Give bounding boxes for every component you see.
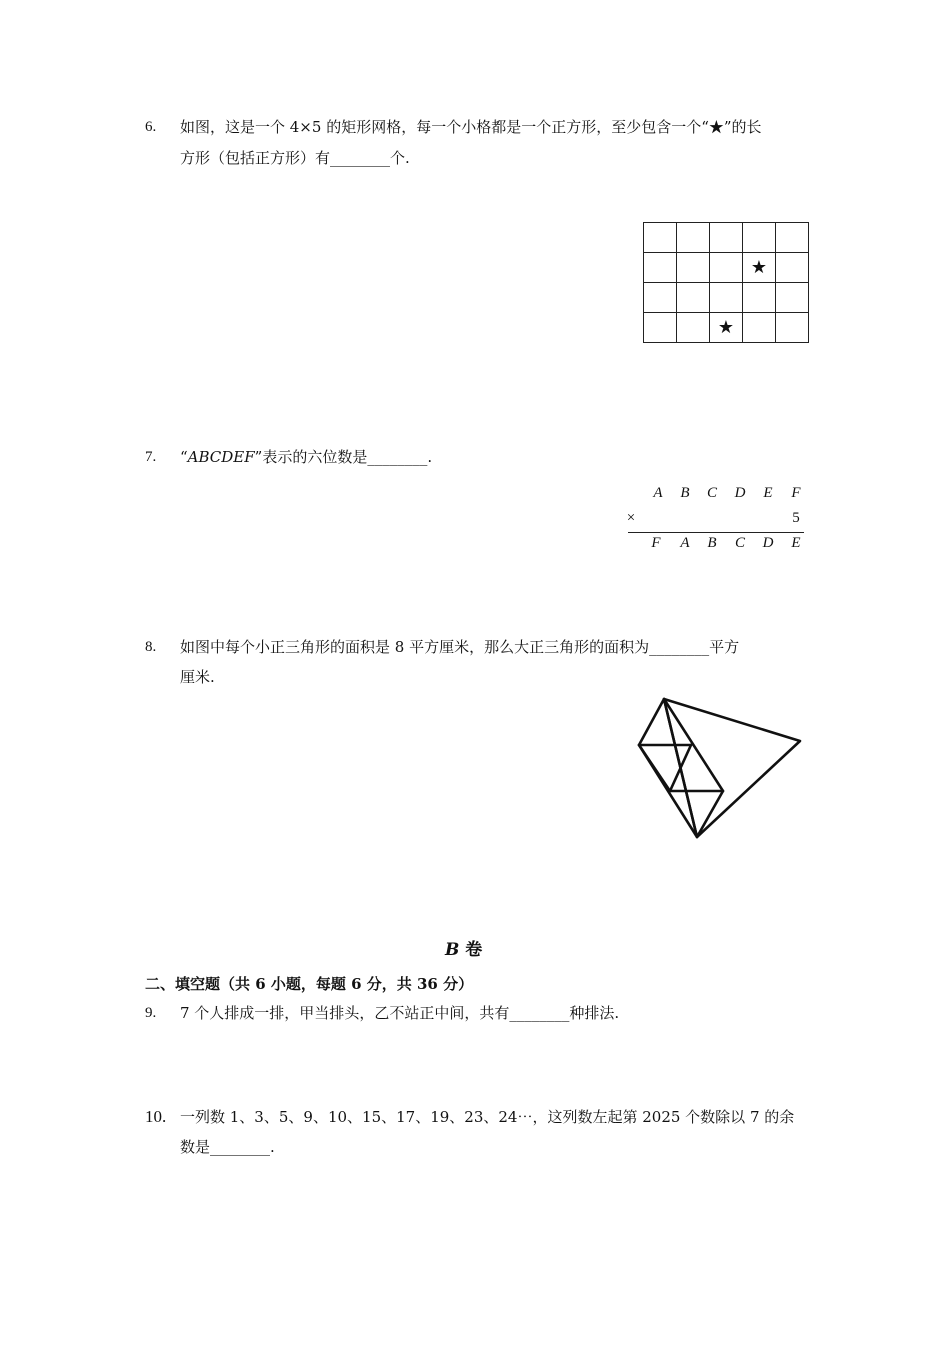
digit: D bbox=[762, 535, 774, 551]
digit: C bbox=[706, 485, 717, 501]
grid-cell bbox=[644, 223, 677, 253]
question-9-number: 9. bbox=[145, 1005, 157, 1021]
question-8-text-line1: 如图中每个小正三角形的面积是 8 平方厘米，那么大正三角形的面积为________平方 bbox=[180, 638, 740, 656]
grid-cell bbox=[677, 313, 710, 343]
grid-row bbox=[644, 313, 809, 343]
digit: D bbox=[734, 485, 746, 501]
times-sign: × bbox=[626, 510, 636, 526]
grid-cell bbox=[776, 283, 809, 313]
multiplier: 5 bbox=[792, 510, 800, 526]
word-abcdef: ABCDEF bbox=[187, 448, 255, 466]
grid-row bbox=[644, 223, 809, 253]
digit: E bbox=[763, 485, 773, 501]
grid-row bbox=[644, 283, 809, 313]
grid-cell bbox=[644, 253, 677, 283]
digit: A bbox=[653, 485, 663, 501]
star-grid-figure bbox=[643, 222, 809, 343]
question-6-number: 6. bbox=[145, 119, 157, 135]
grid-cell bbox=[776, 253, 809, 283]
grid-cell bbox=[644, 283, 677, 313]
star-icon: ★ bbox=[710, 313, 743, 343]
quote-open: “ bbox=[180, 448, 188, 466]
grid-cell bbox=[776, 223, 809, 253]
grid-row bbox=[644, 253, 809, 283]
grid-cell bbox=[677, 223, 710, 253]
section-heading: 二、填空题（共 6 小题，每题 6 分，共 36 分） bbox=[145, 975, 474, 993]
product-rule bbox=[628, 532, 804, 533]
grid-cell bbox=[677, 253, 710, 283]
grid-cell bbox=[776, 313, 809, 343]
digit: A bbox=[680, 535, 690, 551]
question-6-text-line2: 方形（包括正方形）有________个. bbox=[180, 149, 410, 167]
question-10-text-line2: 数是________. bbox=[180, 1138, 275, 1156]
grid-cell bbox=[677, 283, 710, 313]
multiplication-figure bbox=[620, 484, 810, 559]
grid-cell bbox=[710, 223, 743, 253]
grid-cell bbox=[743, 223, 776, 253]
digit: B bbox=[707, 535, 717, 551]
digit: F bbox=[791, 485, 801, 501]
question-7-rest: ”表示的六位数是________. bbox=[254, 448, 433, 466]
question-7-text bbox=[180, 447, 432, 467]
triangle-figure bbox=[630, 690, 810, 845]
question-7-number: 7. bbox=[145, 449, 157, 465]
inner-line bbox=[670, 745, 691, 791]
grid-cell bbox=[743, 283, 776, 313]
digit: B bbox=[680, 485, 690, 501]
digit: E bbox=[791, 535, 801, 551]
digit: C bbox=[734, 535, 745, 551]
part-b-suffix: 卷 bbox=[459, 940, 483, 960]
question-6-text-line1: 如图，这是一个 4×5 的矩形网格，每一个小格都是一个正方形，至少包含一个“★”的长 bbox=[180, 118, 762, 136]
question-10-number: 10. bbox=[145, 1107, 167, 1126]
star-icon: ★ bbox=[743, 253, 776, 283]
part-b-letter: B bbox=[445, 940, 460, 960]
grid-cell bbox=[644, 313, 677, 343]
question-10-text-line1: 一列数 1、3、5、9、10、15、17、19、23、24⋯，这列数左起第 2025 个数除以 7 的余 bbox=[180, 1108, 795, 1126]
question-8-number: 8. bbox=[145, 639, 157, 655]
question-8-text-line2: 厘米. bbox=[180, 668, 215, 686]
part-b-title bbox=[445, 935, 482, 960]
grid-cell bbox=[710, 283, 743, 313]
grid-cell bbox=[743, 313, 776, 343]
grid-cell bbox=[710, 253, 743, 283]
inner-line bbox=[639, 745, 670, 791]
question-9-text: 7 个人排成一排，甲当排头，乙不站正中间，共有________种排法. bbox=[180, 1004, 620, 1022]
digit: F bbox=[651, 535, 661, 551]
